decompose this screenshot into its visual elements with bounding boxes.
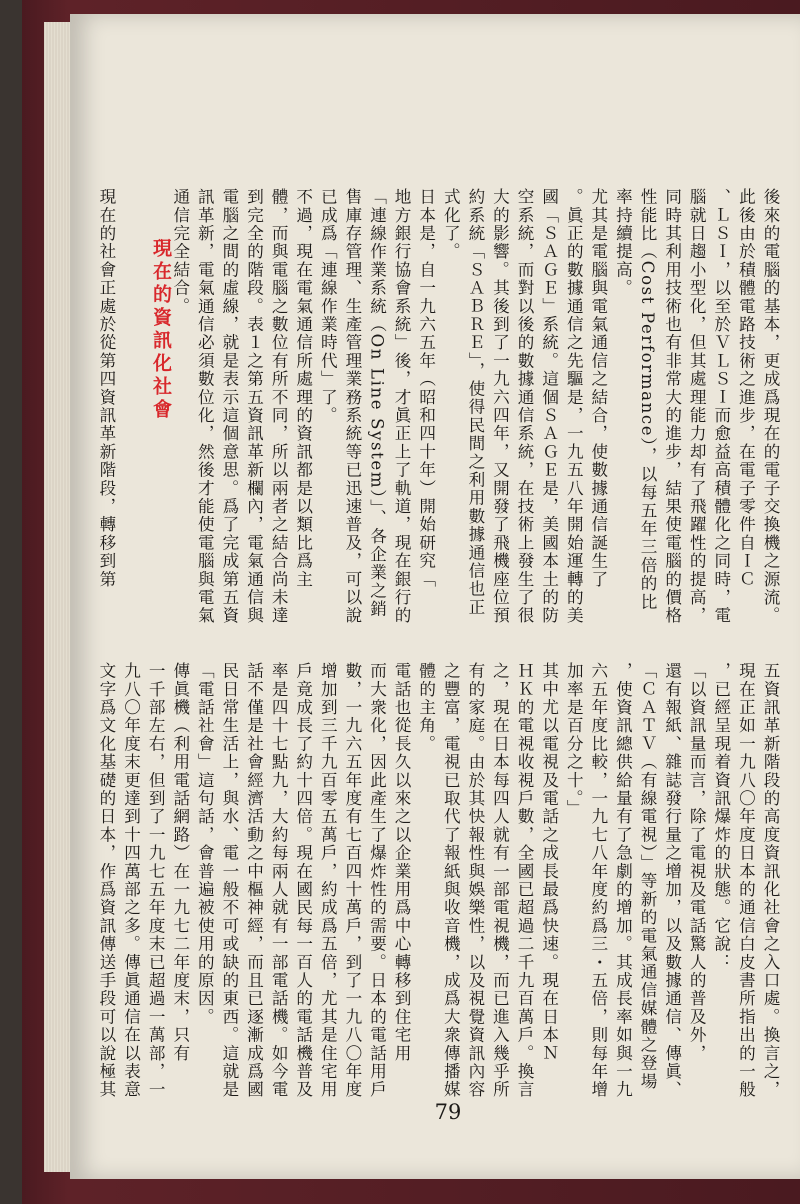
text-line: 之豐富，電視已取代了報紙與收音機，成爲大衆傳播媒 <box>441 662 461 1099</box>
text-line: 、ＬＳＩ，以至於ＶＬＳＩ而愈益高積體化之同時，電 <box>711 188 731 625</box>
text-line: 「ＣＡＴＶ（有線電視）」等新的電氣通信媒體之登場 <box>638 662 658 1091</box>
text-line: 而大衆化，因此產生了爆炸性的需要。日本的電話用戶 <box>367 662 387 1099</box>
text-line: 話不僅是社會經濟活動之中樞神經，而且已逐漸成爲國 <box>244 662 264 1099</box>
text-line: 體，而與電腦之數位有所不同，所以兩者之結合尚未達 <box>269 188 289 625</box>
text-line: 。眞正的數據通信之先驅是，一九五八年開始運轉的美 <box>564 188 584 625</box>
text-line: 有的家庭。由於其快報性與娛樂性，以及視覺資訊內容 <box>465 662 485 1099</box>
text-line: 此後由於積體電路技術之進步，在電子零件自ＩＣ <box>736 188 756 589</box>
text-line: ，已經呈現着資訊爆炸的狀態。它說： <box>711 662 731 972</box>
text-line: 空系統，而對以後的數據通信系統，在技術上發生了很 <box>515 188 535 625</box>
text-line: 率持續提高。 <box>613 188 633 298</box>
upper-text-block <box>96 188 782 650</box>
text-line: ＨＫ的電視收視戶數，全國已超過二千九百萬戶。換言 <box>515 662 535 1099</box>
text-line: 約系統「ＳＡＢＲＥ」，使得民間之利用數據通信也正 <box>465 188 485 617</box>
text-line: 同時其利用技術也有非常大的進步，結果使電腦的價格 <box>662 188 682 625</box>
lower-text-block <box>96 662 782 1124</box>
text-line: 九八〇年度末更達到十四萬部之多。傳眞通信在以表意 <box>121 662 141 1099</box>
text-line: 已成爲「連線作業時代」了。 <box>318 188 338 425</box>
text-line: 「電話社會」這句話，會普遍被使用的原因。 <box>195 662 215 1026</box>
text-line: ，使資訊總供給量有了急劇的增加。其成長率如與一九 <box>613 662 633 1099</box>
text-line: 式化了。 <box>441 188 461 261</box>
text-line: 六五年度比較，一九七八年度約爲三・五倍，則每年增 <box>588 662 608 1099</box>
text-line: 之，現在日本每四人就有一部電視機，而已進入幾乎所 <box>490 662 510 1099</box>
text-line: 大的影響。其後到了一九六四年，又開發了飛機座位預 <box>490 188 510 625</box>
text-line: 一千部左右，但到了一九七五年度末已超過一萬部，一 <box>146 662 166 1099</box>
text-line: 增加到三千九百零五萬戶，約成爲五倍，尤其是住宅用 <box>318 662 338 1099</box>
page-number: 79 <box>434 1100 462 1124</box>
text-line: 到完全的階段。表１之第五資訊革新欄內，電氣通信與 <box>244 188 264 625</box>
text-line: 性能比（Cost Performance），以每五年三倍的比 <box>638 188 658 611</box>
text-line: 「連線作業系統（On Line System）」、各企業之銷 <box>367 188 387 619</box>
text-line: 現在正如一九八〇年度日本的通信白皮書所指出的一般 <box>736 662 756 1099</box>
text-line: 率是四十七點九，大約每兩人就有一部電話機。如今電 <box>269 662 289 1099</box>
text-line: 現在的社會正處於從第四資訊革新階段，轉移到第 <box>96 188 116 589</box>
text-line: 電腦之間的虛線，就是表示這個意思。爲了完成第五資 <box>219 188 239 625</box>
text-line: 「以資訊量而言，除了電視及電話驚人的普及外， <box>687 662 707 1063</box>
text-line: 傳眞機（利用電話網路）在一九七二年度末，只有 <box>170 662 190 1063</box>
text-line: 地方銀行協會系統」後，才眞正上了軌道，現在銀行的 <box>392 188 412 625</box>
text-line: 民日常生活上，與水、電一般不可或缺的東西。這就是 <box>219 662 239 1099</box>
text-line: 戶竟成長了約十四倍。現在國民每一百人的電話機普及 <box>293 662 313 1099</box>
text-line: 加率是百分之十。」 <box>564 662 584 818</box>
text-line: 日本是，自一九六五年（昭和四十年）開始研究「 <box>416 188 436 589</box>
text-line: 文字爲文化基礎的日本，作爲資訊傳送手段可以說極其 <box>96 662 116 1099</box>
text-line: 腦就日趨小型化，但其處理能力却有了飛躍性的提高， <box>687 188 707 625</box>
section-heading: 現在的資訊化社會 <box>150 238 172 422</box>
text-line <box>118 188 143 650</box>
text-line: 訊革新，電氣通信必須數位化，然後才能使電腦與電氣 <box>195 188 215 625</box>
text-line: 售庫存管理、生產管理業務系統等已迅速普及，可以說 <box>342 188 362 625</box>
text-line: 體的主角。 <box>416 662 436 753</box>
text-line: 還有報紙、雜誌發行量之增加，以及數據通信、傳眞、 <box>662 662 682 1099</box>
text-line: 五資訊革新階段的高度資訊化社會之入口處。換言之， <box>761 662 780 1099</box>
text-line: 後來的電腦的基本，更成爲現在的電子交換機之源流。 <box>761 188 780 625</box>
text-line: 電話也從長久以來之以企業用爲中心轉移到住宅用 <box>392 662 412 1063</box>
text-line: 國「ＳＡＧＥ」系統。這個ＳＡＧＥ是，美國本土的防 <box>539 188 559 625</box>
text-line: 不過，現在電氣通信所處理的資訊都是以類比爲主 <box>293 188 313 589</box>
text-line: 數，一九六五年度有七百四十萬戶，到了一九八〇年度 <box>342 662 362 1099</box>
text-line: 尤其是電腦與電氣通信之結合，使數據通信誕生了 <box>588 188 608 589</box>
text-line: 通信完全結合。 <box>170 188 190 316</box>
text-line: 其中尤以電視及電話之成長最爲快速。現在日本Ｎ <box>539 662 559 1063</box>
